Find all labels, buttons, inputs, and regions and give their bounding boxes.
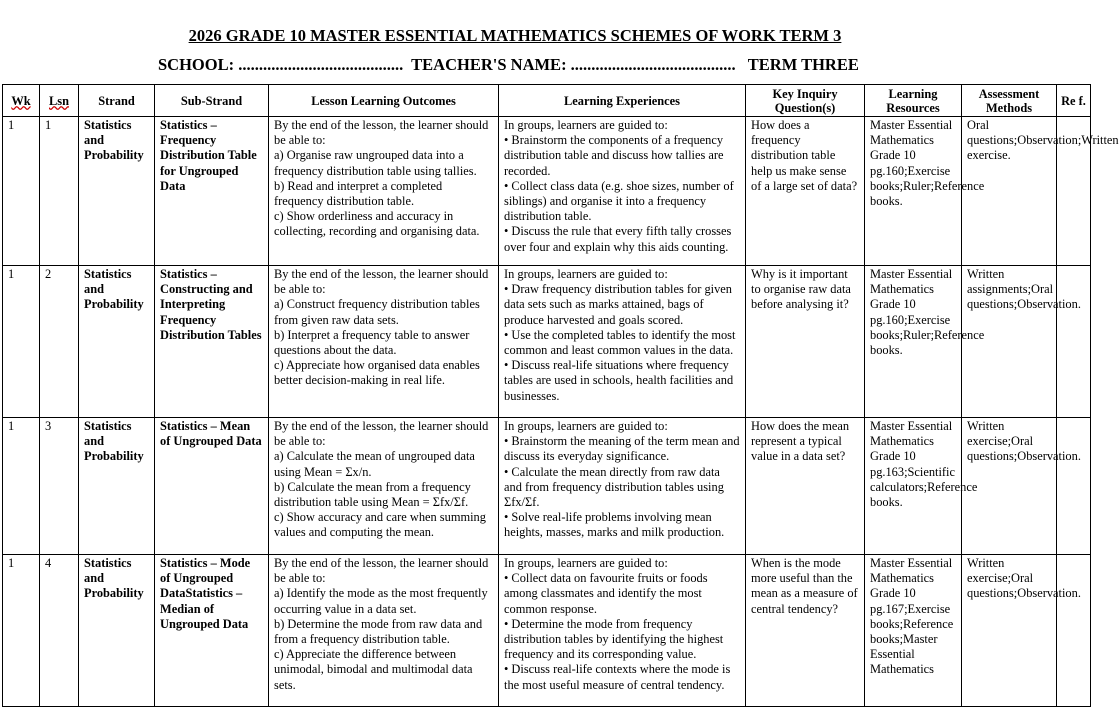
table-header-row [3, 85, 1091, 117]
cell-experiences: In groups, learners are guided to: • Collect data on favourite fruits or foods among classmates and identify the most common response. • Determine the mode from frequency distribution tables by identifying the highest frequency and its corresponding value. • Discuss real-life contexts where the mode is the most useful measure of central tendency. [499, 555, 746, 707]
cell-experiences: In groups, learners are guided to: • Draw frequency distribution tables for given data sets such as marks attained, bags of produce harvested and goals scored. • Use the completed tables to identify the most common and least common values in the data. • Discuss real-life situations where frequency tables are used in schools, health facilities and businesses. [499, 266, 746, 418]
cell-substrand: Statistics – Mean of Ungrouped Data [155, 418, 269, 555]
header-experiences: Learning Experiences [499, 85, 746, 117]
header-resources: Learning Resources [865, 85, 962, 117]
cell-outcomes: By the end of the lesson, the learner should be able to: a) Construct frequency distribution tables from given raw data sets. b) Interpret a frequency table to answer questions about the data. c) Appreciate how organised data enables better decision-making in real life. [269, 266, 499, 418]
cell-ref [1057, 555, 1091, 707]
cell-resources: Master Essential Mathematics Grade 10 pg.167;Exercise books;Reference books;Master Essential Mathematics [865, 555, 962, 707]
cell-outcomes: By the end of the lesson, the learner should be able to: a) Identify the mode as the most frequently occurring value in a data set. b) Determine the mode from raw data and from a frequency distribution table. c) Appreciate the difference between unimodal, bimodal and multimodal data sets. [269, 555, 499, 707]
cell-resources: Master Essential Mathematics Grade 10 pg.160;Exercise books;Ruler;Reference books. [865, 117, 962, 266]
cell-substrand: Statistics – Constructing and Interpreting Frequency Distribution Tables [155, 266, 269, 418]
cell-resources: Master Essential Mathematics Grade 10 pg.163;Scientific calculators;Reference books. [865, 418, 962, 555]
cell-inquiry: How does a frequency distribution table help us make sense of a large set of data? [746, 117, 865, 266]
cell-ref [1057, 418, 1091, 555]
cell-inquiry: When is the mode more useful than the mean as a measure of central tendency? [746, 555, 865, 707]
school-teacher-term-line: SCHOOL: ........................................ TEACHER'S NAME: ........................................ TERM THREE [158, 55, 859, 74]
cell-assessment: Oral questions;Observation;Written exercise. [962, 117, 1057, 266]
header-substrand: Sub-Strand [155, 85, 269, 117]
header-outcomes: Lesson Learning Outcomes [269, 85, 499, 117]
table-row [3, 266, 1091, 418]
header-ref: Re f. [1057, 85, 1091, 117]
cell-inquiry: Why is it important to organise raw data before analysing it? [746, 266, 865, 418]
table-row [3, 555, 1091, 707]
cell-substrand: Statistics – Frequency Distribution Table for Ungrouped Data [155, 117, 269, 266]
cell-strand: Statistics and Probability [79, 266, 155, 418]
table-row [3, 117, 1091, 266]
cell-wk: 1 [3, 555, 40, 707]
cell-strand: Statistics and Probability [79, 555, 155, 707]
document-title: 2026 GRADE 10 MASTER ESSENTIAL MATHEMATICS SCHEMES OF WORK TERM 3 [188, 26, 842, 45]
cell-substrand: Statistics – Mode of Ungrouped DataStatistics – Median of Ungrouped Data [155, 555, 269, 707]
header-inquiry: Key Inquiry Question(s) [746, 85, 865, 117]
cell-wk: 1 [3, 418, 40, 555]
cell-outcomes: By the end of the lesson, the learner should be able to: a) Calculate the mean of ungrouped data using Mean = Σx/n. b) Calculate the mean from a frequency distribution table using Mean = Σfx/Σf. c) Show accuracy and care when summing values and computing the mean. [269, 418, 499, 555]
cell-lsn: 2 [40, 266, 79, 418]
header-lsn: Lsn [40, 85, 79, 117]
table-row [3, 418, 1091, 555]
cell-ref [1057, 266, 1091, 418]
header-strand: Strand [79, 85, 155, 117]
cell-lsn: 4 [40, 555, 79, 707]
cell-resources: Master Essential Mathematics Grade 10 pg.160;Exercise books;Ruler;Reference books. [865, 266, 962, 418]
cell-lsn: 3 [40, 418, 79, 555]
cell-experiences: In groups, learners are guided to: • Brainstorm the meaning of the term mean and discuss its everyday significance. • Calculate the mean directly from raw data and from frequency distribution tables using Σfx/Σf. • Solve real-life problems involving mean heights, masses, marks and milk production. [499, 418, 746, 555]
cell-experiences: In groups, learners are guided to: • Brainstorm the components of a frequency distribution table and discuss how tallies are recorded. • Collect class data (e.g. shoe sizes, number of siblings) and organise it into a frequency distribution table. • Discuss the rule that every fifth tally crosses over four and explain why this aids counting. [499, 117, 746, 266]
cell-assessment: Written assignments;Oral questions;Observation. [962, 266, 1057, 418]
cell-assessment: Written exercise;Oral questions;Observation. [962, 418, 1057, 555]
header-wk: Wk [3, 85, 40, 117]
schemes-of-work-table [2, 84, 1119, 707]
header-assessment: Assessment Methods [962, 85, 1057, 117]
cell-outcomes: By the end of the lesson, the learner should be able to: a) Organise raw ungrouped data into a frequency distribution table using tallies. b) Read and interpret a completed frequency distribution table. c) Show orderliness and accuracy in collecting, recording and organising data. [269, 117, 499, 266]
cell-wk: 1 [3, 266, 40, 418]
cell-wk: 1 [3, 117, 40, 266]
cell-strand: Statistics and Probability [79, 117, 155, 266]
cell-inquiry: How does the mean represent a typical value in a data set? [746, 418, 865, 555]
cell-lsn: 1 [40, 117, 79, 266]
cell-assessment: Written exercise;Oral questions;Observation. [962, 555, 1057, 707]
cell-strand: Statistics and Probability [79, 418, 155, 555]
